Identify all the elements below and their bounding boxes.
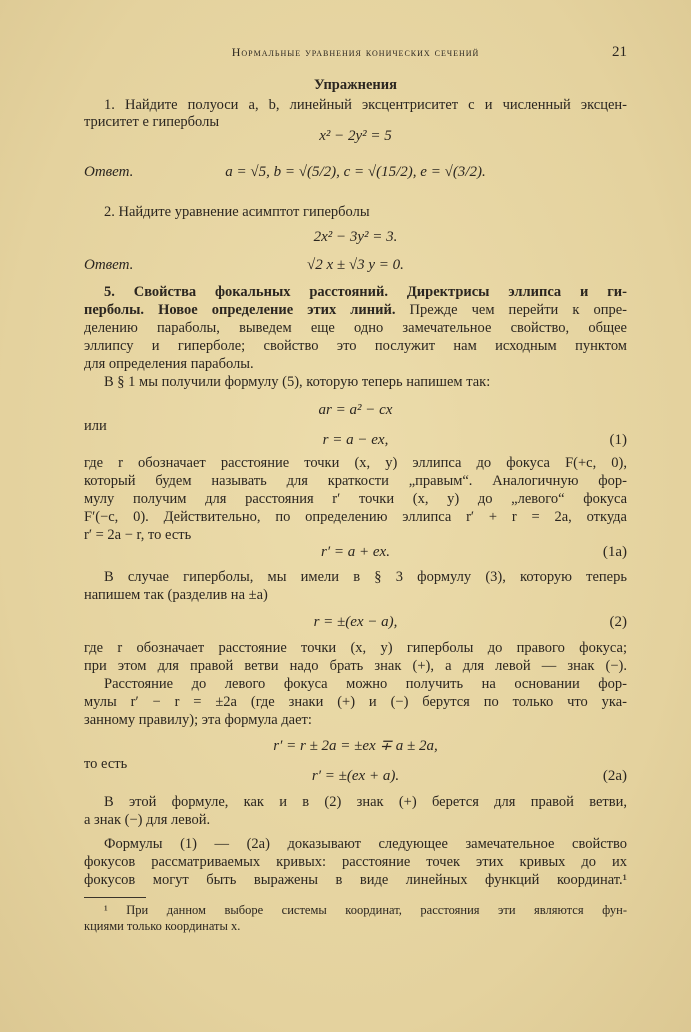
paragraph-line: В § 1 мы получили формулу (5), которую теперь напишем так: (104, 374, 491, 390)
exercise-1-equation: x² − 2y² = 5 (319, 128, 392, 144)
paragraph-line: для определения параболы. (84, 356, 254, 372)
equation-number: (1) (609, 432, 627, 448)
answer-label: Ответ. (84, 164, 134, 180)
paragraph-line: или (84, 418, 107, 434)
exercise-2-equation: 2x² − 3y² = 3. (313, 229, 398, 245)
exercises-heading: Упражнения (314, 77, 397, 93)
paragraph-line: где r обозначает расстояние точки (x, y) гиперболы до правого фокуса; (84, 640, 627, 656)
equation-number: (2) (609, 614, 627, 630)
footnote-line: ¹ При данном выборе системы координат, расстояния эти являются фун- (104, 903, 627, 917)
running-header (84, 43, 627, 61)
paragraph-line: Расстояние до левого фокуса можно получить на основании фор- (104, 676, 627, 692)
paragraph-line: эллипсу и гиперболе; свойство это послужит нам исходным пунктом (84, 338, 627, 354)
paragraph-line: r′ = 2a − r, то есть (84, 527, 192, 543)
equation-text: r = ±(ex − a), (313, 614, 398, 630)
paragraph-text: Прежде чем перейти к опре- (395, 302, 627, 318)
paragraph-line: В случае гиперболы, мы имели в § 3 формулу (3), которую теперь (104, 569, 627, 585)
paragraph-line: F′(−c, 0). Действительно, по определению эллипса r′ + r = 2a, откуда (84, 509, 627, 525)
answer-label: Ответ. (84, 257, 134, 273)
equation: ar = a² − cx (318, 402, 393, 418)
paragraph-line: В этой формуле, как и в (2) знак (+) берется для правой ветви, (104, 794, 627, 810)
paragraph-line: Формулы (1) — (2a) доказывают следующее замечательное свойство (104, 836, 627, 852)
equation-text: r′ = ±(ex + a). (311, 768, 400, 784)
paragraph-line: напишем так (разделив на ±a) (84, 587, 268, 603)
paragraph-line: то есть (84, 756, 128, 772)
exercise-1-text: 1. Найдите полуоси a, b, линейный эксцентриситет c и численный эксцен- (104, 97, 627, 113)
paragraph-line: который будем называть для краткости „правым“. Аналогичную фор- (84, 473, 627, 489)
running-header-title: Нормальные уравнения конических сечений (231, 45, 480, 59)
exercise-1-answer (84, 163, 627, 181)
section-title-bold: перболы. Новое определение этих линий. (84, 302, 396, 318)
footnote-line: кциями только координаты x. (84, 919, 241, 933)
paragraph-line: фокусов могут быть выражены в виде линейных функций координат.¹ (84, 872, 627, 888)
paragraph-line: занному правилу); эта формула дает: (84, 712, 312, 728)
paragraph-line: фокусов рассматриваемых кривых: расстояние точек этих кривых до их (84, 854, 627, 870)
equation-text: r′ = a + ex. (321, 544, 390, 560)
answer-formula: a = √5, b = √(5/2), c = √(15/2), e = √(3/2). (225, 164, 486, 180)
equation-2 (84, 613, 627, 631)
exercise-2-text: 2. Найдите уравнение асимптот гиперболы (104, 204, 370, 220)
paragraph-line: делению параболы, выведем еще одно замечательное свойство, общее (84, 320, 627, 336)
exercise-2-answer (84, 256, 627, 274)
paragraph-line: а знак (−) для левой. (84, 812, 211, 828)
paragraph-line: где r обозначает расстояние точки (x, y) эллипса до фокуса F(+c, 0), (84, 455, 627, 471)
equation-number: (2a) (602, 768, 627, 784)
paragraph-line: мулу получим для расстояния r′ точки (x, y) до „левого“ фокуса (84, 491, 627, 507)
paragraph-line: при этом для правой ветви надо брать знак (+), а для левой — знак (−). (84, 658, 627, 674)
footnote-rule (84, 897, 146, 898)
equation-text: r = a − ex, (322, 432, 389, 448)
equation-1a (84, 543, 627, 561)
section-title-cont (84, 301, 627, 319)
equation-1 (84, 431, 627, 449)
page-number: 21 (612, 44, 627, 60)
section-title: 5. Свойства фокальных расстояний. Директрисы эллипса и ги- (104, 284, 627, 300)
answer-formula: √2 x ± √3 y = 0. (307, 257, 404, 273)
paragraph-line: мулы r′ − r = ±2a (где знаки (+) и (−) берутся по только что ука- (84, 694, 627, 710)
equation-2a (84, 767, 627, 785)
equation: r′ = r ± 2a = ±ex ∓ a ± 2a, (273, 738, 438, 754)
equation-number: (1a) (602, 544, 627, 560)
exercise-1-text-cont: триситет e гиперболы (84, 114, 220, 130)
